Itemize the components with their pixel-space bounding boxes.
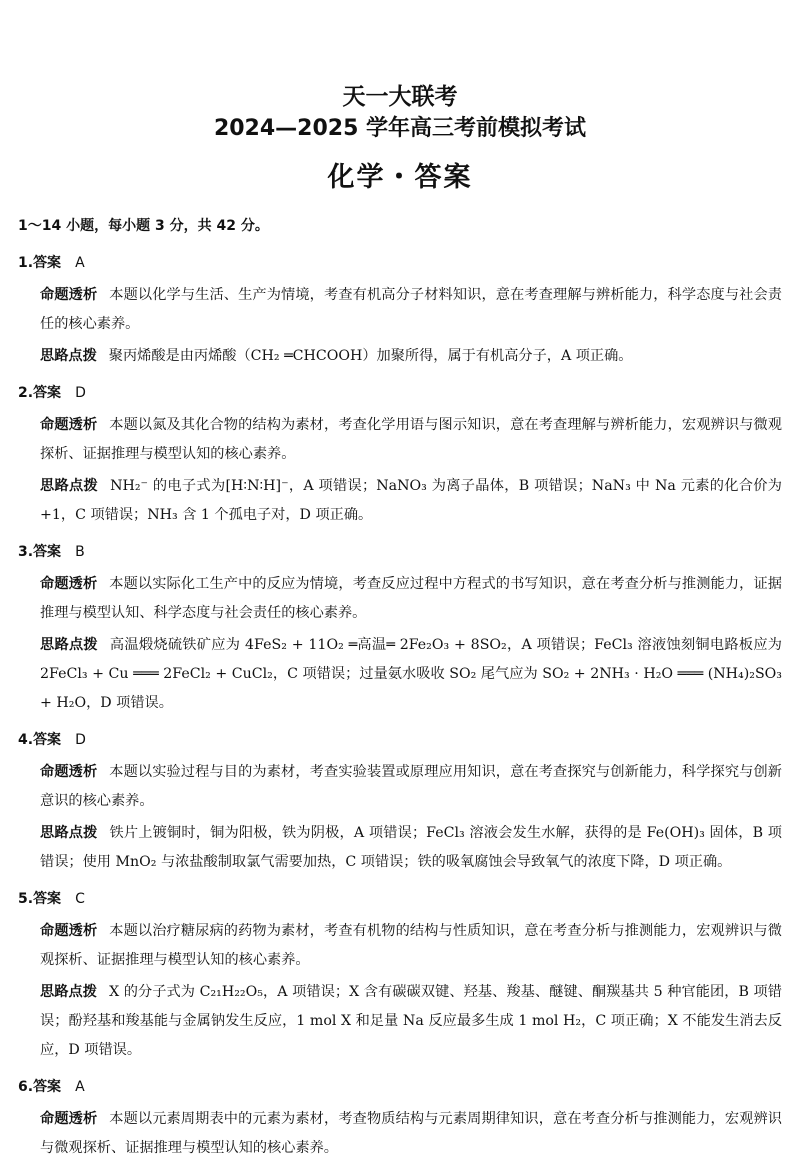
- insight-label: 命题透析: [40, 417, 98, 433]
- question-header: [18, 885, 782, 914]
- insight-paragraph: [40, 758, 782, 816]
- insight-paragraph: [40, 570, 782, 628]
- question-block: [18, 538, 782, 718]
- insight-label: 命题透析: [40, 764, 98, 780]
- insight-paragraph: [40, 1105, 782, 1163]
- subject-title: 化学・答案: [327, 162, 473, 193]
- answer-value: A: [75, 1079, 85, 1095]
- question-header: [18, 726, 782, 755]
- answer-label: 答案: [33, 891, 62, 907]
- question-block: [18, 885, 782, 1065]
- hint-paragraph: [40, 342, 782, 371]
- insight-paragraph: [40, 281, 782, 339]
- hint-text: 铁片上镀铜时，铜为阳极，铁为阴极，A 项错误；FeCl₃ 溶液会发生水解，获得的是 Fe(OH)₃ 固体，B 项错误；使用 MnO₂ 与浓盐酸制取氯气需要加热，C 项错误；铁的吸氧腐蚀会导致氧气的浓度下降，D 项正确。: [40, 825, 782, 870]
- question-number: 4.: [18, 732, 34, 748]
- answer-value: B: [75, 544, 85, 560]
- answer-label: 答案: [33, 255, 62, 271]
- answer-value: D: [75, 385, 86, 401]
- insight-label: 命题透析: [40, 576, 98, 592]
- answer-label: 答案: [33, 385, 62, 401]
- question-block: [18, 379, 782, 530]
- insight-paragraph: [40, 917, 782, 975]
- answer-label: 答案: [33, 732, 62, 748]
- answer-label: 答案: [33, 544, 62, 560]
- question-number: 5.: [18, 891, 34, 907]
- hint-label: 思路点拨: [40, 478, 99, 494]
- insight-label: 命题透析: [40, 1111, 98, 1127]
- insight-paragraph: [40, 411, 782, 469]
- question-header: [18, 1073, 782, 1102]
- question-header: [18, 538, 782, 567]
- question-block: [18, 726, 782, 877]
- hint-label: 思路点拨: [40, 348, 97, 364]
- question-number: 3.: [18, 544, 34, 560]
- hint-paragraph: [40, 819, 782, 877]
- hint-text: X 的分子式为 C₂₁H₂₂O₅，A 项错误；X 含有碳碳双键、羟基、羧基、醚键、酮羰基共 5 种官能团，B 项错误；酚羟基和羧基能与金属钠发生反应，1 mol X 和足量 Na 反应最多生成 1 mol H₂，C 项正确；X 不能发生消去反应，D 项错误。: [40, 984, 782, 1058]
- question-block: [18, 1073, 782, 1163]
- insight-label: 命题透析: [40, 923, 98, 939]
- answer-value: D: [75, 732, 86, 748]
- answer-value: A: [75, 255, 85, 271]
- hint-paragraph: [40, 631, 782, 718]
- insight-text: 本题以化学与生活、生产为情境，考查有机高分子材料知识，意在考查理解与辨析能力，科学态度与社会责任的核心素养。: [40, 287, 782, 332]
- hint-text: 高温煅烧硫铁矿应为 4FeS₂ + 11O₂ ═高温═ 2Fe₂O₃ + 8SO₂，A 项错误；FeCl₃ 溶液蚀刻铜电路板应为 2FeCl₃ + Cu ═══ 2FeCl₂ + CuCl₂，C 项错误；过量氨水吸收 SO₂ 尾气应为 SO₂ + 2NH₃ · H₂O ═══ (NH₄)₂SO₃ + H₂O，D 项错误。: [40, 637, 782, 711]
- insight-label: 命题透析: [40, 287, 98, 303]
- insight-text: 本题以氮及其化合物的结构为素材，考查化学用语与图示知识，意在考查理解与辨析能力，宏观辨识与微观探析、证据推理与模型认知的核心素养。: [40, 417, 782, 462]
- section-intro: 1～14 小题，每小题 3 分，共 42 分。: [18, 218, 269, 234]
- hint-label: 思路点拨: [40, 637, 98, 653]
- organization-title: 天一大联考: [342, 84, 458, 110]
- hint-paragraph: [40, 978, 782, 1065]
- insight-text: 本题以实验过程与目的为素材，考查实验装置或原理应用知识，意在考查探究与创新能力，科学探究与创新意识的核心素养。: [40, 764, 782, 809]
- question-number: 6.: [18, 1079, 34, 1095]
- insight-text: 本题以实际化工生产中的反应为情境，考查反应过程中方程式的书写知识，意在考查分析与推测能力，证据推理与模型认知、科学态度与社会责任的核心素养。: [40, 576, 782, 621]
- insight-text: 本题以治疗糖尿病的药物为素材，考查有机物的结构与性质知识，意在考查分析与推测能力，宏观辨识与微观探析、证据推理与模型认知的核心素养。: [40, 923, 782, 968]
- question-block: [18, 249, 782, 371]
- insight-text: 本题以元素周期表中的元素为素材，考查物质结构与元素周期律知识，意在考查分析与推测能力，宏观辨识与微观探析、证据推理与模型认知的核心素养。: [40, 1111, 782, 1156]
- hint-paragraph: [40, 472, 782, 530]
- question-number: 2.: [18, 385, 34, 401]
- answer-label: 答案: [33, 1079, 62, 1095]
- hint-label: 思路点拨: [40, 825, 98, 841]
- question-header: [18, 249, 782, 278]
- hint-label: 思路点拨: [40, 984, 98, 1000]
- exam-title: 2024—2025 学年高三考前模拟考试: [213, 116, 587, 141]
- answer-value: C: [75, 891, 85, 907]
- hint-text: 聚丙烯酸是由丙烯酸（CH₂ ═CHCOOH）加聚所得，属于有机高分子，A 项正确。: [108, 348, 633, 364]
- answer-content: [18, 212, 782, 1163]
- question-number: 1.: [18, 255, 34, 271]
- hint-text: NH₂⁻ 的电子式为[H∶N∶H]⁻，A 项错误；NaNO₃ 为离子晶体，B 项错误；NaN₃ 中 Na 元素的化合价为 +1，C 项错误；NH₃ 含 1 个孤电子对，D 项正确。: [40, 478, 782, 523]
- question-header: [18, 379, 782, 408]
